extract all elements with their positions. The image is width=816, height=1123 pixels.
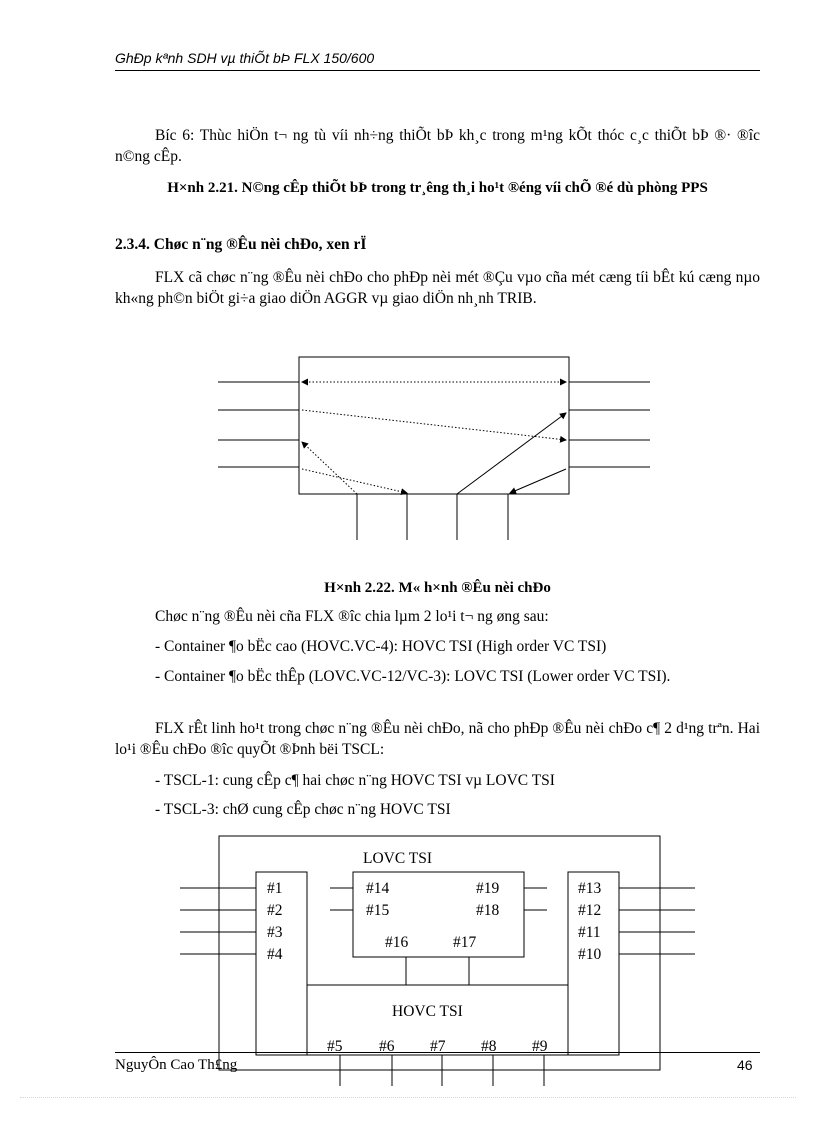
header-rule: [115, 70, 760, 71]
hovc-tsi-label: HOVC TSI: [392, 1003, 463, 1020]
page-header: GhÐp kªnh SDH vµ thiÕt bÞ FLX 150/600: [115, 50, 375, 66]
right-port-box: [568, 872, 619, 1055]
connection-5-3: [302, 442, 357, 494]
bullet-lovc: - Container ¶o bËc thÊp (LOVC.VC-12/VC-3): LOVC TSI (Lower order VC TSI).: [155, 668, 671, 685]
footer-rule: [115, 1052, 760, 1053]
port-13: #13: [578, 880, 602, 897]
connection-10-8: [510, 469, 566, 493]
page-number: 46: [737, 1057, 753, 1073]
connection-4-6: [302, 469, 407, 493]
port-18: #18: [476, 902, 500, 919]
bullet-tscl3: - TSCL-3: chØ cung cÊp chøc n¨ng HOVC TSI: [155, 801, 451, 818]
port-5: #5: [327, 1038, 343, 1055]
bottom-port-lines: [357, 494, 508, 540]
left-port-box: [256, 872, 307, 1055]
cross-connect-diagram: [200, 345, 670, 545]
connection-2-11: [302, 410, 566, 440]
port-16: #16: [385, 934, 409, 951]
figure-2-21-caption: H×nh 2.21. N©ng cÊp thiÕt bÞ trong tr¸êng th¸i ho¹t ®éng víi chÕ ®é dù phòng PPS: [167, 180, 708, 196]
port-9: #9: [532, 1038, 548, 1055]
port-7: #7: [430, 1038, 446, 1055]
right-port-lines: [569, 382, 650, 467]
lovc-tsi-label: LOVC TSI: [363, 850, 433, 867]
port-8: #8: [481, 1038, 497, 1055]
figure-2-22-caption: H×nh 2.22. M« h×nh ®Êu nèi chÐo: [324, 580, 551, 596]
flx-paragraph: FLX cã chøc n¨ng ®Êu nèi chÐo cho phÐp nèi mét ®Çu vµo cña mét cæng tíi bÊt kú cæng nµo kh«ng ph©n biÖt gi÷a giao diÖn AGGR vµ giao diÖn nh¸nh TRIB.: [115, 269, 760, 307]
page-bottom-border: [20, 1097, 796, 1098]
left-port-lines: [218, 382, 299, 467]
step6-paragraph: Bíc 6: Thùc hiÖn t¬ ng tù víi nh÷ng thiÕt bÞ kh¸c trong m¹ng kÕt thóc c¸c thiÕt bÞ ®· ®îc n©ng cÊp.: [115, 127, 760, 165]
port-15: #15: [366, 902, 390, 919]
port-12: #12: [578, 902, 602, 919]
port-6: #6: [379, 1038, 395, 1055]
linh-hoat-paragraph: FLX rÊt linh ho¹t trong chøc n¨ng ®Êu nèi chÐo, nã cho phÐp ®Êu nèi chÐo c¶ 2 d¹ng trªn. Hai lo¹i ®Êu chÐo ®îc quyÕt ®Þnh bëi TSCL:: [115, 720, 760, 758]
port-10: #10: [578, 946, 602, 963]
bullet-tscl1: - TSCL-1: cung cÊp c¶ hai chøc n¨ng HOVC TSI vµ LOVC TSI: [155, 772, 555, 789]
port-19: #19: [476, 880, 500, 897]
section-2-3-4-heading: 2.3.4. Chøc n¨ng ®Êu nèi chÐo, xen rÏ: [115, 236, 367, 253]
port-4: #4: [267, 946, 283, 963]
connection-7-12: [457, 413, 566, 494]
port-2: #2: [267, 902, 283, 919]
port-11: #11: [578, 924, 601, 941]
port-17: #17: [453, 934, 477, 951]
lovc-side-lines: [330, 888, 547, 910]
external-right-lines: [619, 888, 695, 954]
external-left-lines: [180, 888, 256, 954]
chia-paragraph: Chøc n¨ng ®Êu nèi cña FLX ®îc chia lµm 2 lo¹i t¬ ng øng sau:: [155, 608, 549, 625]
port-14: #14: [366, 880, 390, 897]
port-1: #1: [267, 880, 283, 897]
switch-matrix-box: [299, 357, 569, 494]
bullet-hovc: - Container ¶o bËc cao (HOVC.VC-4): HOVC TSI (High order VC TSI): [155, 638, 607, 655]
port-3: #3: [267, 924, 283, 941]
tscl-block-diagram: [170, 830, 710, 1090]
footer-author: NguyÔn Cao Th£ng: [115, 1057, 238, 1073]
